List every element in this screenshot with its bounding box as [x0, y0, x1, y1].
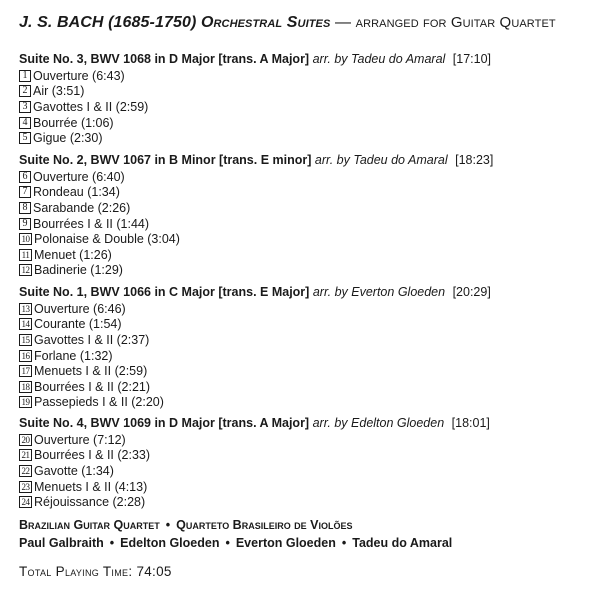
track-number: 20	[19, 434, 32, 446]
track-number: 17	[19, 365, 32, 377]
suite-block	[19, 285, 491, 410]
suite-title: Suite No. 1, BWV 1066 in C Major [trans. E Major]	[19, 285, 310, 299]
track-number: 14	[19, 318, 32, 330]
track-item	[19, 247, 493, 263]
suite-title: Suite No. 4, BWV 1069 in D Major [trans. A Major]	[19, 416, 310, 430]
track-item	[19, 317, 491, 333]
track-title: Courante (1:54)	[34, 317, 122, 332]
suite-duration: [18:01]	[451, 416, 490, 430]
bullet-separator: •	[109, 536, 115, 550]
bullet-separator: •	[225, 536, 230, 550]
player-name: Paul Galbraith	[19, 536, 104, 550]
suite-heading	[19, 52, 491, 67]
track-item	[19, 432, 490, 448]
track-number: 21	[19, 449, 32, 461]
track-item	[19, 68, 491, 84]
track-title: Sarabande (2:26)	[33, 200, 131, 215]
track-title: Bourrées I & II (1:44)	[33, 216, 150, 231]
track-item	[19, 130, 491, 146]
track-item	[19, 363, 491, 379]
track-number: 6	[19, 171, 31, 183]
track-item	[19, 494, 490, 510]
track-number: 18	[19, 381, 32, 393]
suite-heading	[19, 285, 491, 300]
ensemble-name-english: Brazilian Guitar Quartet	[19, 518, 160, 532]
track-list	[19, 68, 491, 146]
track-number: 24	[19, 496, 32, 508]
track-title: Menuets I & II (2:59)	[34, 364, 148, 379]
track-title: Polonaise & Double (3:04)	[34, 232, 180, 247]
track-item	[19, 185, 493, 201]
suite-arranger: arr. by Edelton Gloeden	[312, 416, 445, 430]
track-item	[19, 231, 493, 247]
ensemble-line	[19, 518, 452, 536]
track-number: 13	[19, 303, 32, 315]
suite-block	[19, 153, 493, 278]
track-number: 12	[19, 264, 32, 276]
suite-heading	[19, 416, 490, 431]
track-number: 16	[19, 350, 32, 362]
track-item	[19, 332, 491, 348]
track-number: 22	[19, 465, 32, 477]
suite-duration: [18:23]	[455, 153, 494, 167]
suite-title: Suite No. 2, BWV 1067 in B Minor [trans. E minor]	[19, 153, 312, 167]
track-number: 19	[19, 396, 32, 408]
track-title: Passepieds I & II (2:20)	[34, 395, 164, 410]
track-title: Bourrée (1:06)	[33, 115, 114, 130]
suite-arranger: arr. by Everton Gloeden	[312, 285, 446, 299]
track-item	[19, 463, 490, 479]
track-item	[19, 348, 491, 364]
track-item	[19, 479, 490, 495]
track-number: 4	[19, 117, 31, 129]
track-item	[19, 448, 490, 464]
track-title: Ouverture (6:46)	[34, 301, 126, 316]
suite-duration: [20:29]	[452, 285, 491, 299]
track-title: Menuet (1:26)	[34, 247, 112, 262]
track-title: Gavottes I & II (2:59)	[33, 99, 149, 114]
track-item	[19, 379, 491, 395]
suite-duration: [17:10]	[452, 52, 492, 66]
track-item	[19, 169, 493, 185]
header-dash: —	[330, 14, 356, 31]
track-title: Gavotte (1:34)	[34, 463, 114, 478]
bullet-separator: •	[165, 518, 171, 532]
player-name: Everton Gloeden	[235, 536, 336, 550]
work-title: Orchestral Suites	[200, 14, 331, 31]
track-title: Ouverture (6:43)	[33, 68, 125, 83]
arrangement-note: arranged for Guitar Quartet	[355, 14, 556, 31]
composer-heading: J. S. BACH (1685-1750)	[19, 14, 197, 31]
track-number: 3	[19, 101, 31, 113]
player-name: Edelton Gloeden	[120, 536, 220, 550]
track-title: Menuets I & II (4:13)	[34, 479, 148, 494]
track-title: Bourrées I & II (2:33)	[34, 448, 151, 463]
track-number: 15	[19, 334, 32, 346]
track-number: 23	[19, 481, 32, 493]
track-item	[19, 84, 491, 100]
track-item	[19, 263, 493, 279]
suite-arranger: arr. by Tadeu do Amaral	[314, 153, 448, 167]
track-item	[19, 395, 491, 411]
credits-footer	[19, 518, 452, 579]
track-list	[19, 301, 491, 410]
suite-heading	[19, 153, 493, 168]
track-title: Réjouissance (2:28)	[34, 495, 146, 510]
track-number: 9	[19, 218, 31, 230]
track-list	[19, 432, 490, 510]
suite-arranger: arr. by Tadeu do Amaral	[312, 52, 446, 66]
track-item	[19, 216, 493, 232]
track-title: Badinerie (1:29)	[34, 263, 123, 278]
track-item	[19, 99, 491, 115]
track-title: Forlane (1:32)	[34, 348, 113, 363]
track-title: Air (3:51)	[33, 84, 85, 99]
track-item	[19, 200, 493, 216]
player-name: Tadeu do Amaral	[352, 536, 453, 550]
track-number: 1	[19, 70, 31, 82]
suite-title: Suite No. 3, BWV 1068 in D Major [trans. A Major]	[19, 52, 310, 66]
track-number: 8	[19, 202, 31, 214]
album-header	[19, 14, 556, 32]
track-number: 2	[19, 85, 31, 97]
bullet-separator: •	[341, 536, 347, 550]
track-title: Ouverture (6:40)	[33, 169, 125, 184]
suite-block	[19, 416, 490, 510]
track-number: 10	[19, 233, 32, 245]
players-line	[19, 536, 452, 556]
track-list	[19, 169, 493, 278]
ensemble-name-portuguese: Quarteto Brasileiro de Violões	[176, 518, 353, 532]
track-title: Bourrées I & II (2:21)	[34, 379, 151, 394]
track-item	[19, 115, 491, 131]
track-item	[19, 301, 491, 317]
track-title: Gavottes I & II (2:37)	[34, 332, 150, 347]
track-title: Gigue (2:30)	[33, 131, 103, 146]
track-number: 7	[19, 186, 31, 198]
suite-block	[19, 52, 491, 146]
track-number: 5	[19, 132, 31, 144]
track-title: Rondeau (1:34)	[33, 185, 120, 200]
track-title: Ouverture (7:12)	[34, 432, 126, 447]
total-playing-time: Total Playing Time: 74:05	[19, 564, 172, 579]
track-number: 11	[19, 249, 32, 261]
